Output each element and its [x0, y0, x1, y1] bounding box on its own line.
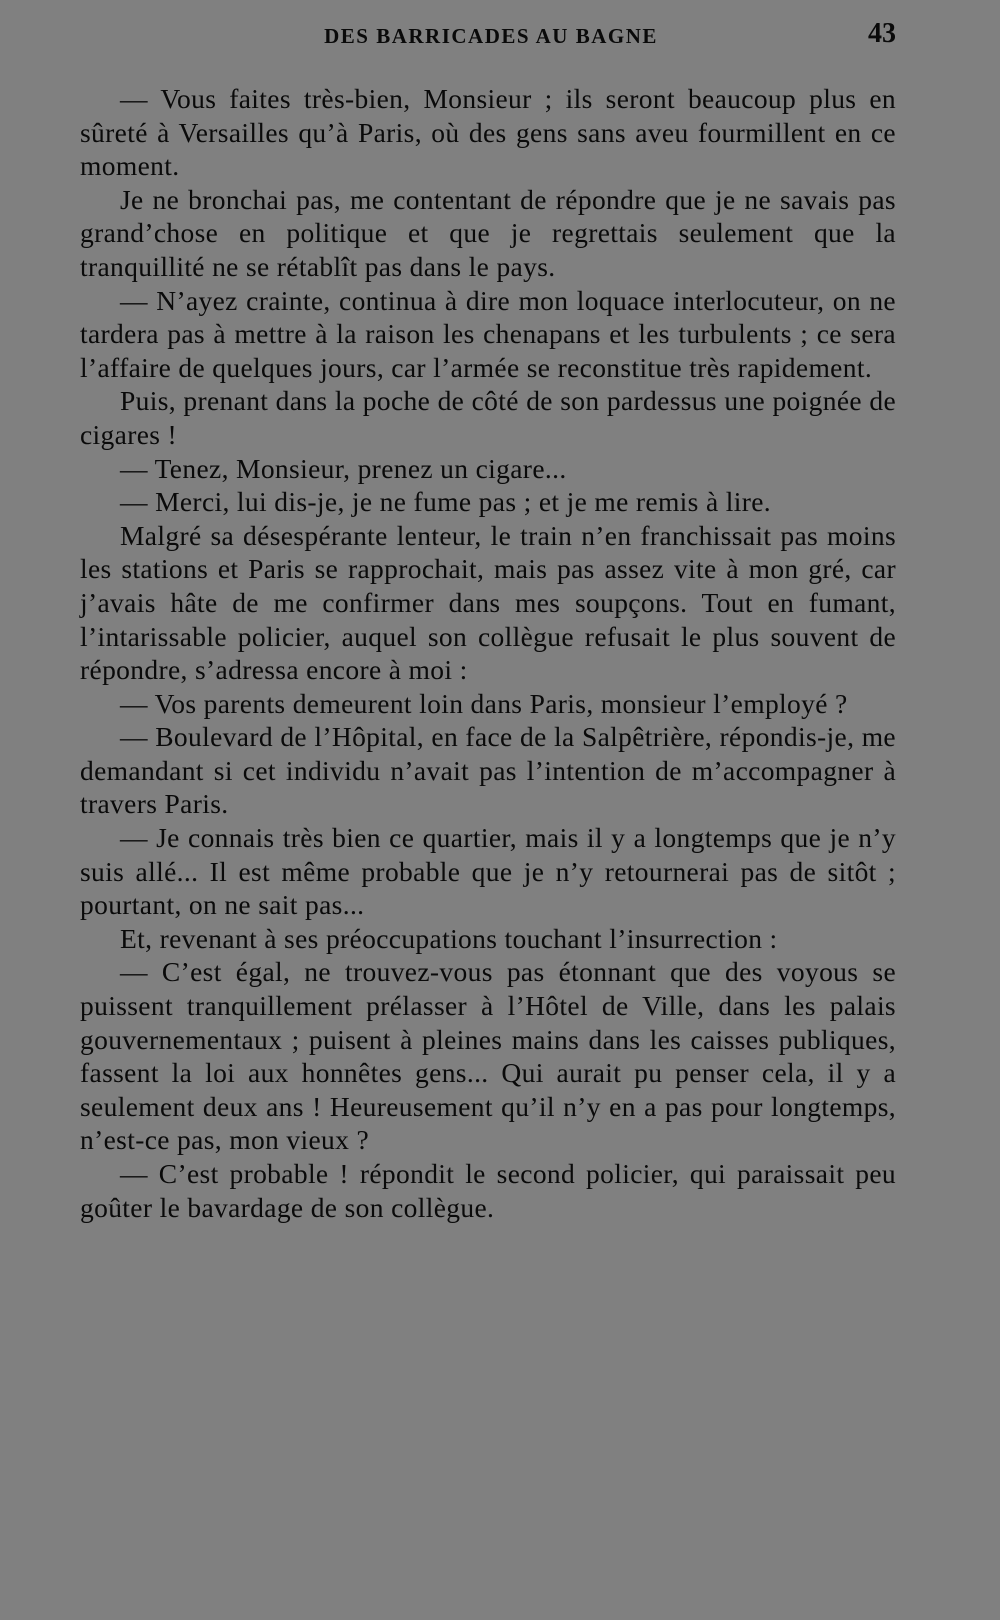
paragraph: — N’ayez crainte, continua à dire mon loquace interlocuteur, on ne tardera pas à mettre à la raison les chenapans et les turbulents ; ce sera l’affaire de quelques jours, car l’armée se reconstitue très rapidement.	[80, 284, 896, 383]
paragraph: — Boulevard de l’Hôpital, en face de la Salpêtrière, répondis-je, me demandant si cet individu n’avait pas l’intention de m’accompagner à travers Paris.	[80, 721, 896, 820]
page-number: 43	[868, 18, 896, 49]
paragraph: Malgré sa désespérante lenteur, le train n’en franchissait pas moins les stations et Paris se rapprochait, mais pas assez vite à mon gré, car j’avais hâte de me confirmer dans mes soupçons. Tout en fumant, l’intarissable policier, auquel son collègue refusait le plus souvent de répondre, s’adressa encore à moi :	[80, 519, 896, 686]
paragraph: — Merci, lui dis-je, je ne fume pas ; et je me remis à lire.	[120, 486, 772, 518]
body-text	[80, 82, 896, 1224]
running-title: DES BARRICADES AU BAGNE	[324, 24, 658, 48]
paragraph: — Tenez, Monsieur, prenez un cigare...	[120, 452, 567, 484]
paragraph: Puis, prenant dans la poche de côté de son pardessus une poignée de cigares !	[80, 385, 896, 450]
running-head	[86, 18, 896, 58]
paragraph: — Vous faites très-bien, Monsieur ; ils seront beaucoup plus en sûreté à Versailles qu’à Paris, où des gens sans aveu fourmillent en ce moment.	[80, 83, 896, 182]
paragraph: — Je connais très bien ce quartier, mais il y a longtemps que je n’y suis allé... Il est même probable que je n’y retournerai pas de sitôt ; pourtant, on ne sait pas...	[80, 822, 896, 921]
paragraph: — C’est égal, ne trouvez-vous pas étonnant que des voyous se puissent tranquillement prélasser à l’Hôtel de Ville, dans les palais gouvernementaux ; puisent à pleines mains dans les caisses publiques, fassent la loi aux honnêtes gens... Qui aurait pu penser cela, il y a seulement deux ans ! Heureusement qu’il n’y en a pas pour longtemps, n’est-ce pas, mon vieux ?	[80, 956, 896, 1156]
paragraph: Je ne bronchai pas, me contentant de répondre que je ne savais pas grand’chose en politique et que je regrettais seulement que la tranquillité ne se rétablît pas dans le pays.	[80, 183, 896, 282]
paragraph: Et, revenant à ses préoccupations touchant l’insurrection :	[120, 922, 778, 954]
paragraph: — Vos parents demeurent loin dans Paris, monsieur l’employé ?	[120, 687, 848, 719]
paragraph: — C’est probable ! répondit le second policier, qui paraissait peu goûter le bavardage de son collègue.	[80, 1158, 896, 1223]
